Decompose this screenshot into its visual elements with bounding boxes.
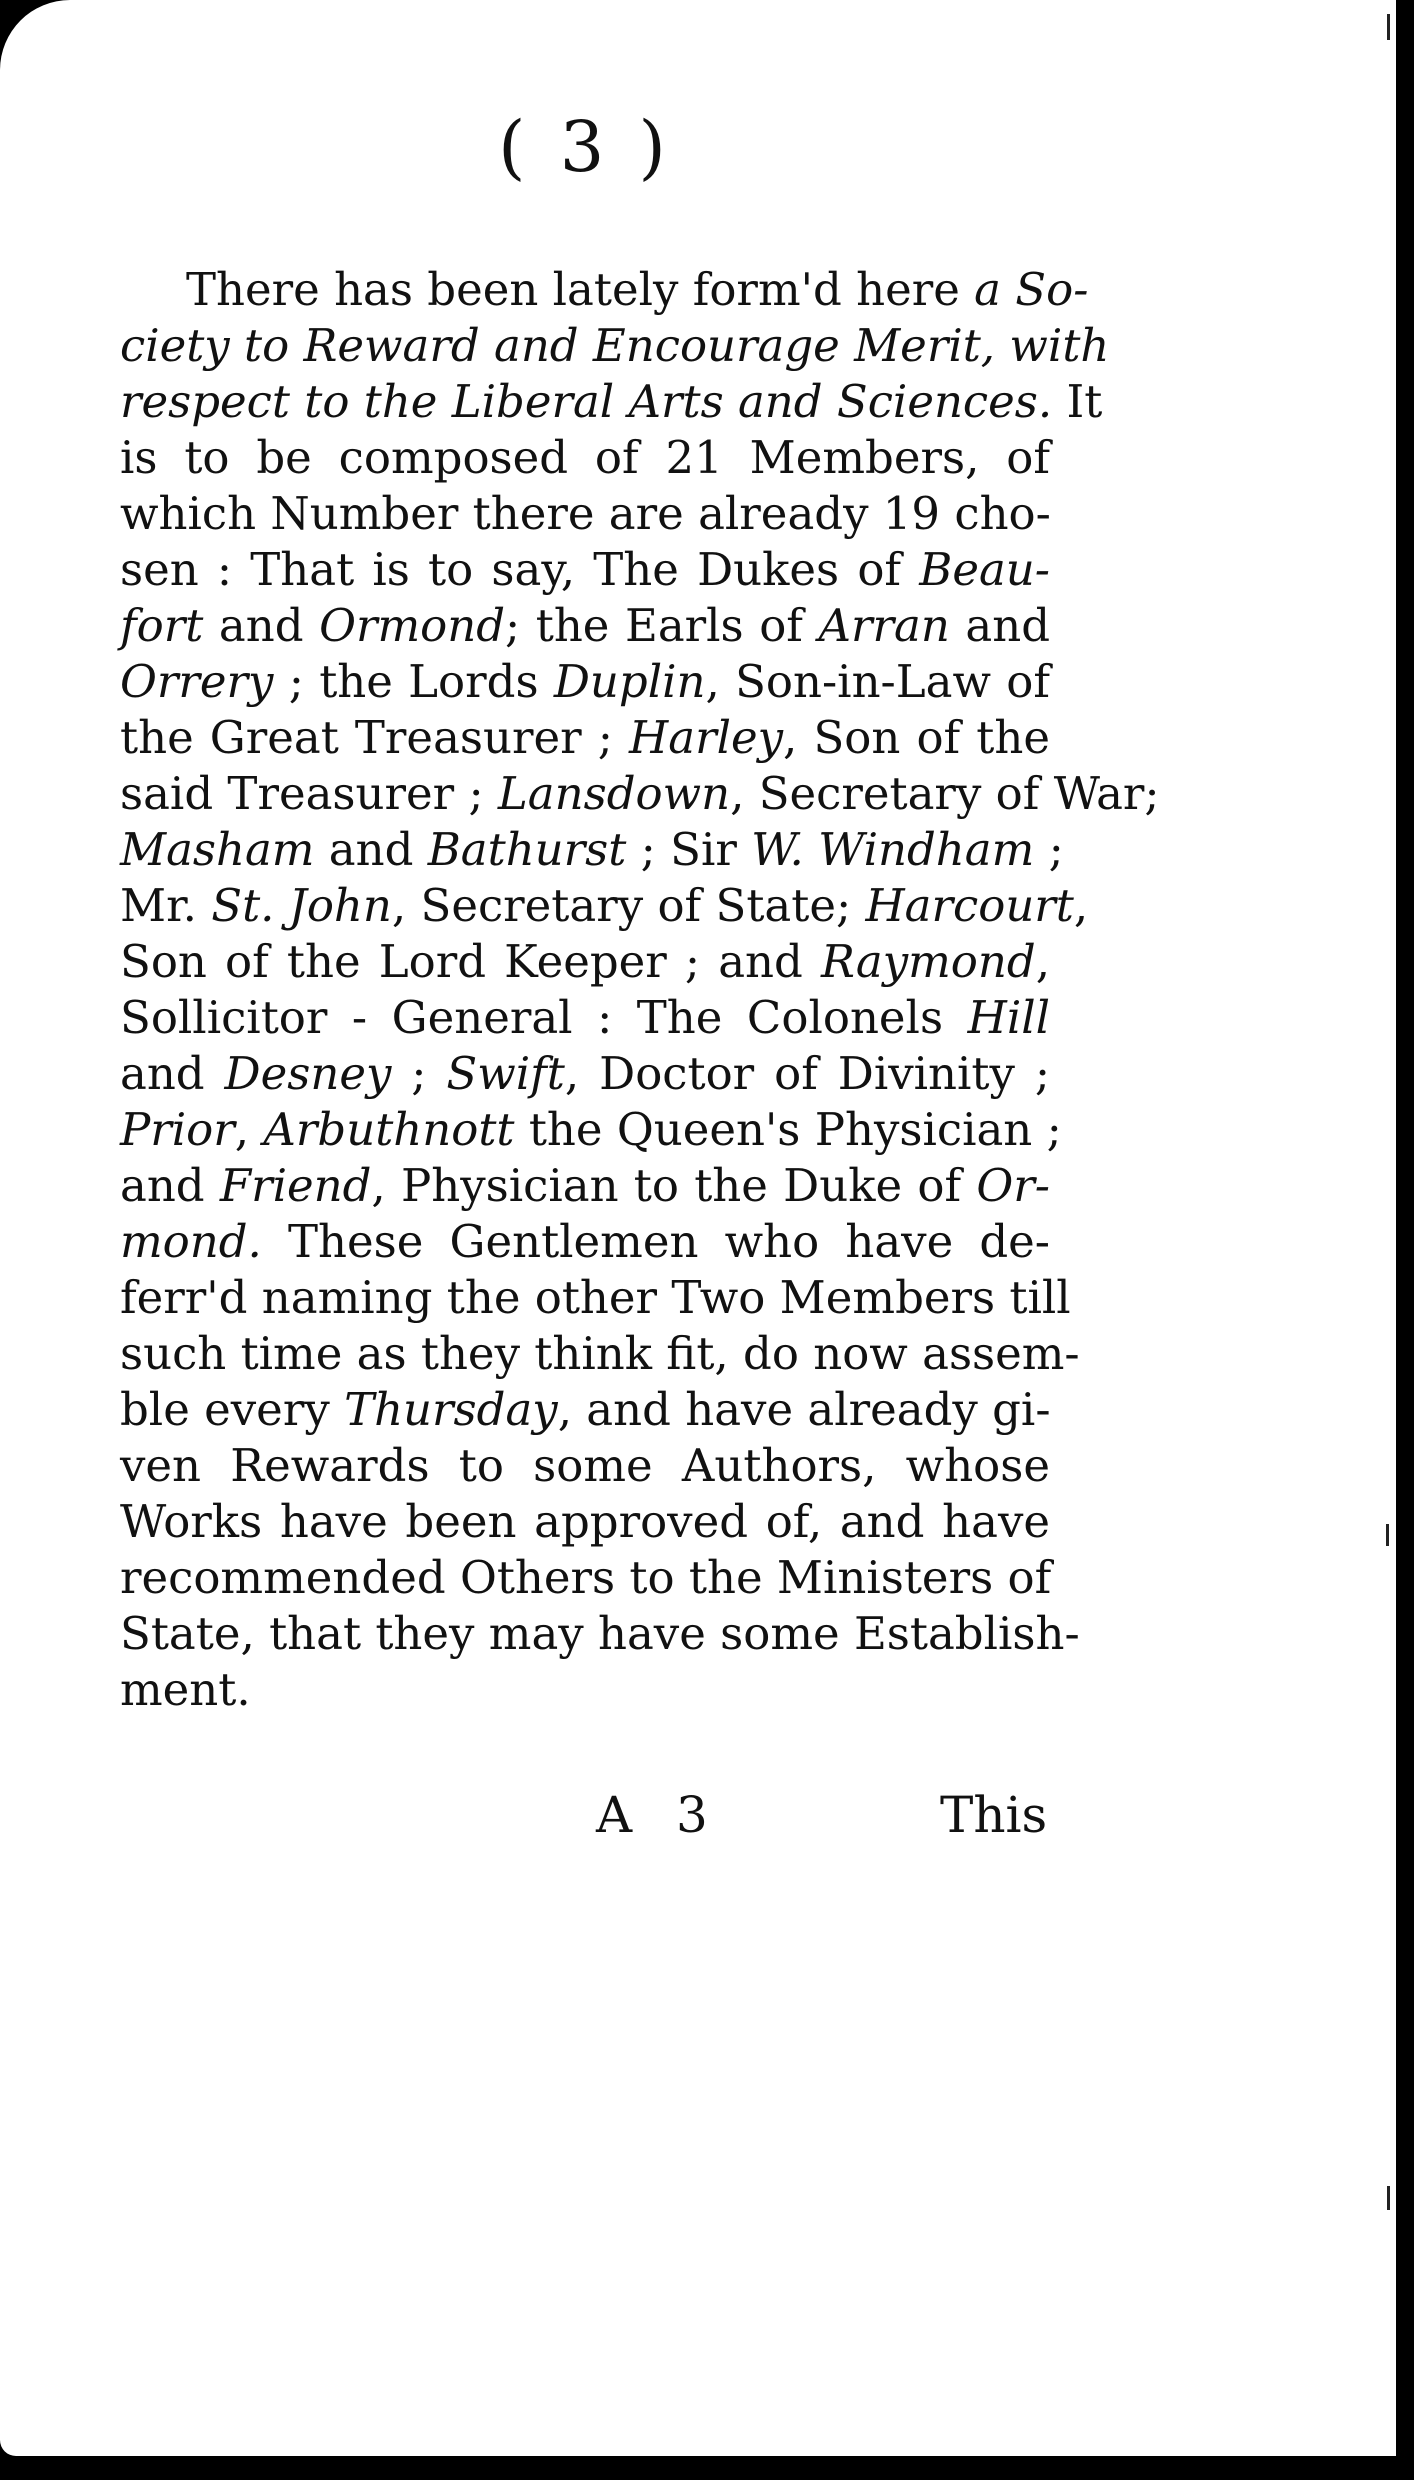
text-line: ciety to Reward and Encourage Merit, with xyxy=(120,319,1110,372)
text-line: Mr. St. John, Secretary of State; Harcourt, xyxy=(120,879,1089,932)
text-line: Son of the Lord Keeper ; and Raymond, xyxy=(120,935,1050,988)
text-line: ven Rewards to some Authors, whose xyxy=(120,1439,1050,1492)
text-line: recommended Others to the Ministers of xyxy=(120,1551,1052,1604)
text-line: respect to the Liberal Arts and Sciences. It xyxy=(120,375,1103,428)
text-line: ble every Thursday, and have already gi- xyxy=(120,1383,1051,1436)
scan-edge-mark xyxy=(1386,1524,1389,1546)
text-line: ment. xyxy=(120,1663,251,1716)
body-paragraph xyxy=(120,262,1160,1718)
text-line: Orrery ; the Lords Duplin, Son-in-Law of xyxy=(120,655,1051,708)
scan-edge-mark xyxy=(1387,14,1390,40)
text-line: fort and Ormond; the Earls of Arran and xyxy=(120,599,1051,652)
text-line: and Friend, Physician to the Duke of Or- xyxy=(120,1159,1050,1212)
signature-mark: A 3 xyxy=(596,1786,722,1844)
catchword: This xyxy=(940,1786,1048,1844)
text-line: which Number there are already 19 cho- xyxy=(120,487,1051,540)
text-line: the Great Treasurer ; Harley, Son of the xyxy=(120,711,1050,764)
text-line: Sollicitor - General : The Colonels Hill xyxy=(120,991,1050,1044)
page-number: ( 3 ) xyxy=(498,106,672,188)
text-line: and Desney ; Swift, Doctor of Divinity ; xyxy=(120,1047,1051,1100)
text-line: Works have been approved of, and have xyxy=(120,1495,1050,1548)
text-line: Prior, Arbuthnott the Queen's Physician ; xyxy=(120,1103,1062,1156)
text-line: mond. These Gentlemen who have de- xyxy=(120,1215,1050,1268)
scan-edge-mark xyxy=(1387,2186,1390,2210)
text-line: ferr'd naming the other Two Members till xyxy=(120,1271,1071,1324)
text-line: State, that they may have some Establish- xyxy=(120,1607,1080,1660)
text-line: is to be composed of 21 Members, of xyxy=(120,431,1050,484)
text-line: Masham and Bathurst ; Sir W. Windham ; xyxy=(120,823,1064,876)
text-line: sen : That is to say, The Dukes of Beau- xyxy=(120,543,1050,596)
text-line: There has been lately form'd here a So- xyxy=(186,263,1089,316)
text-line: such time as they think fit, do now assem- xyxy=(120,1327,1080,1380)
text-line: said Treasurer ; Lansdown, Secretary of War; xyxy=(120,767,1160,820)
